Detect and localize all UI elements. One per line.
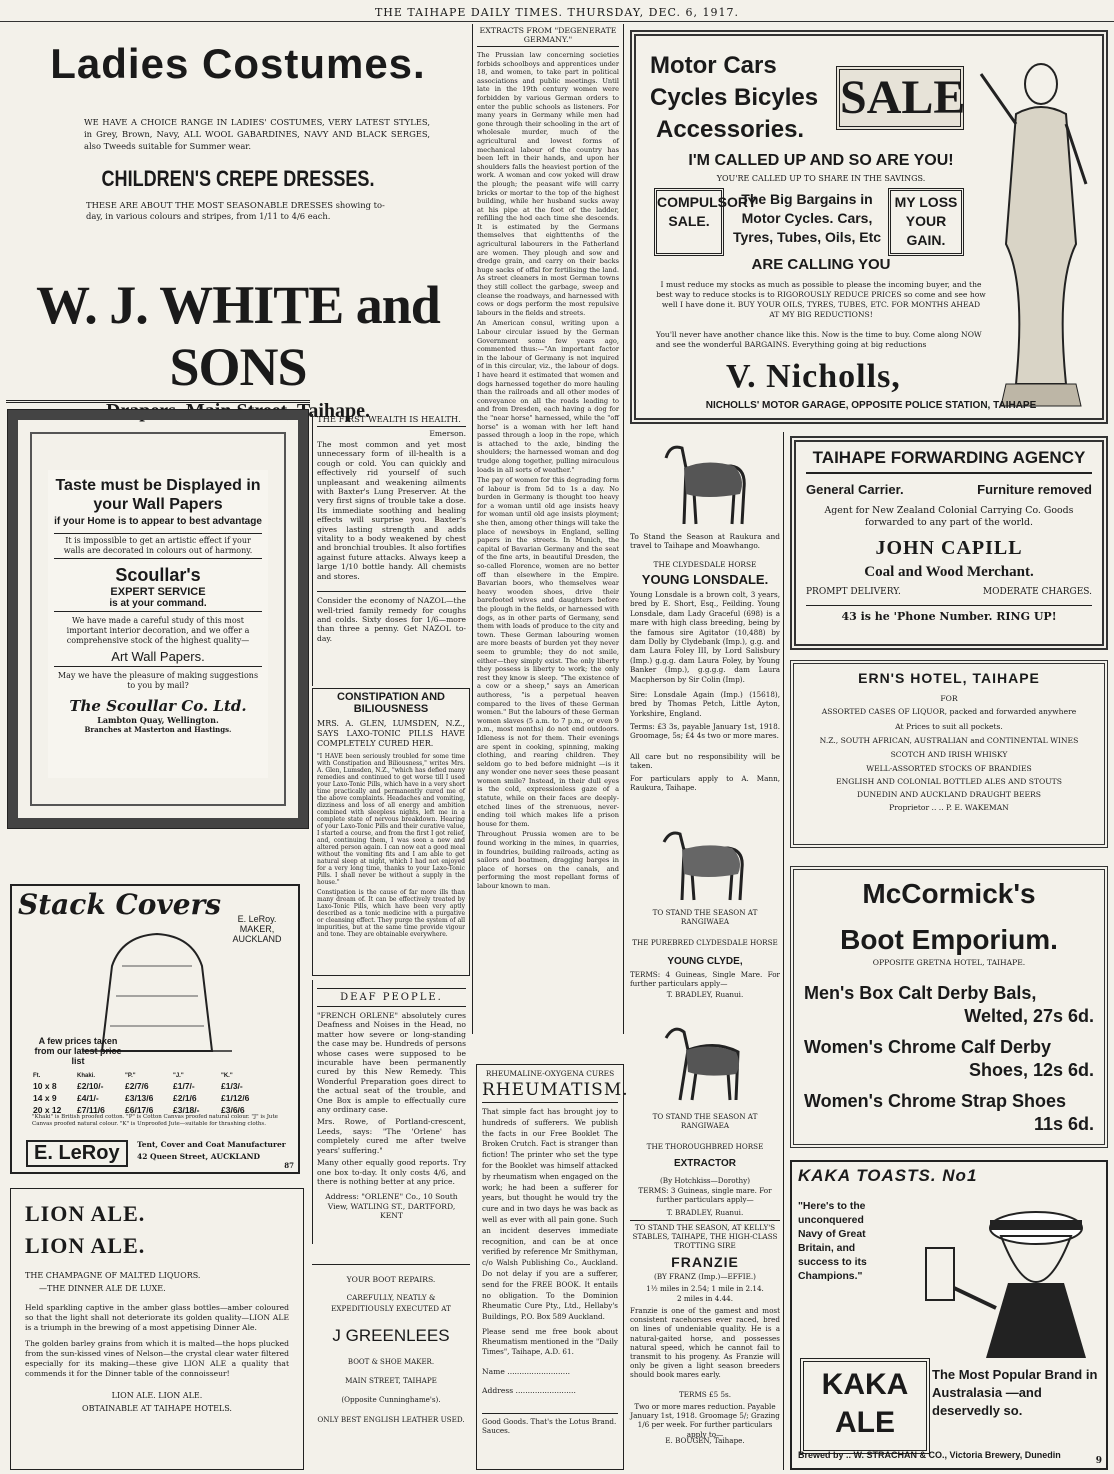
constipation-body: "I HAVE been seriously troubled for some time with Constipation and Biliousness," writes Mrs. A. Glen, Lumsden, N.Z., "which has defied many remedies and continued to get worse till I used your Laxo-Tonic Pills, which have in a very short time practically and permanently cured me of the above complaints. Headaches and vomiting, dizziness and loss of all energy and ambition combined with sleepless nights, left me in a complete state of nervous breakdown. Hearing of your Laxo-Tonic Pills and their curative value, I started a course, and from the first I got relief, and, continuing them, I was soon a new and altered person again. I can now eat a good meal without the vomiting fits and I am able to get natural sleep at night, which I had not enjoyed for a very long time, thanks to your Laxo-Tonic Pills. I shall never be without a supply in the house." [317, 753, 465, 886]
table-header: "J." [173, 1073, 184, 1079]
constipation-article [312, 688, 470, 976]
boot-item-2: Women's Chrome Calf Derby [804, 1037, 1051, 1057]
deaf-body-2: Mrs. Rowe, of Portland-crescent, Leeds, says: "The 'Orlene' has completely cured me after twelve years' suffering." [317, 1117, 466, 1155]
called-up-line: I'M CALLED UP AND SO ARE YOU! [688, 152, 954, 169]
degenerate-title: EXTRACTS FROM "DEGENERATE GERMANY." [477, 26, 619, 47]
kaka-brewer: Brewed by .. W. STRACHAN & CO., Victoria Brewery, Dunedin [798, 1450, 1061, 1460]
hotel-l3: At Prices to suit all pockets. [895, 722, 1003, 731]
greenlees-ad [312, 1264, 470, 1470]
rheumatism-address-label: Address ......................... [482, 1385, 576, 1395]
rheumatism-foot: Good Goods. That's the Lotus Brand. Sauces. [482, 1413, 618, 1435]
hotel-title: ERN'S HOTEL, TAIHAPE [858, 670, 1040, 686]
table-header: Ft. [33, 1073, 41, 1079]
franzie-terms-2: Two or more mares reduction. Payable January 1st, 1918. Groomage 5/; Grazing 1/6 per week. For further particulars apply to— [630, 1402, 780, 1439]
degenerate-p1: The Prussian law concerning societies forbids schoolboys and apprentices under 18, and women, to take part in political associations and public meetings. Until late in the 19th century women were forbidden by various German orders to enter the public schools as listeners. For many years in Germany while men had gone through their schooling in the art of wholesale murder, much of the agricultural and lowest forms of mechanical labour of the country has been left in their hands, and upon her shoulders falls the heaviest portion of the work. A woman and cow yoked will draw the plough; the peasant wife will carry bricks or mortar to the top of the highest building, while her husband sucks away at his pipe at the foot of the ladder, refilling the hod each time she descends. It is estimated by the Germans themselves that eighttenths of the agricultural labourers in the Fatherland are women. They plough and sow and dredge grain, and carry on their backs huge sacks of offal for fertilising the land. As street cleaners in most German towns they still collect the garbage, sweep and cleanse the roadways, and harnessed with cows or dogs perform the most repulsive labours in the fields and streets. [477, 51, 619, 317]
degenerate-germany-article [472, 24, 624, 1034]
kaka-toast: "Here's to the unconquered Navy of Great Britain, and success to its Champions." [798, 1201, 867, 1282]
table-cell: £1/3/- [221, 1081, 243, 1091]
deaf-body: "FRENCH ORLENE" absolutely cures Deafness and Noises in the Head, no matter how severe or long-standing the case may be. Hundreds of persons whose cases were supposed to be incurable have been permanently cured by this New Remedy. This Wonderful Preparation goes direct to the actual seat of the trouble, and One Box is ample to effectually cure any ordinary case. [317, 1011, 466, 1115]
extractor-terms: TERMS: 3 Guineas, single mare. For further particulars apply— [638, 1186, 772, 1204]
kaka-ale-ad [790, 1160, 1108, 1470]
my-loss-box: MY LOSS YOUR GAIN. [888, 188, 964, 256]
general-carrier: General Carrier. [806, 482, 904, 497]
nicholls-l2: Cycles Bicyles [650, 84, 819, 111]
franzie-terms: TERMS £5 5s. [679, 1390, 731, 1399]
scoullar-ad [8, 410, 308, 828]
boot-title-2: Boot Emporium. [840, 924, 1058, 955]
hotel-ad [790, 660, 1108, 848]
deaf-article [312, 980, 470, 1244]
deaf-body-3: Many other equally good reports. Try one box to-day. It only costs 4/6, and there is nothing better at any price. [317, 1158, 466, 1186]
stack-note: "Khaki" is British proofed cotton. "P" is Cotton Canvas proofed natural colour. "J" is Jute Canvas proofed natural colour. "K" is Unproofed Jute—suitable for thrashing cloths. [32, 1114, 278, 1127]
page-header: THE TAIHAPE DAILY TIMES. THURSDAY, DEC. 6, 1917. [0, 0, 1114, 22]
clyde-contact: T. BRADLEY, Ruanui. [666, 990, 744, 999]
scoullar-body: We have made a careful study of this most important interior decoration, and we offer a comprehensive stock of the highest quality— [66, 616, 250, 645]
boot-item-3-price: 11s 6d. [1033, 1114, 1094, 1134]
rheumatism-title: RHEUMATISM. [482, 1080, 618, 1103]
scoullar-command: is at your command. [54, 598, 262, 612]
page-number: 9 [1095, 1456, 1102, 1466]
rheumatism-ad [476, 1064, 629, 1470]
nicholls-address: NICHOLLS' MOTOR GARAGE, OPPOSITE POLICE STATION, TAIHAPE [705, 400, 1037, 411]
scoullar-tag: if your Home is to appear to best advantage [54, 516, 262, 527]
stack-price-table [32, 1072, 268, 1116]
table-cell: 14 x 9 [33, 1093, 57, 1103]
degenerate-p2: An American consul, writing upon a Labour circular issued by the German Government some few years ago, commented thus:—"An important factor in the labour of Germany is not inquired of in this circular, viz., the labour of dogs. I have heard it estimated that women and dogs harnessed together do more hauling than the railroads and all other modes of conveyance on all the roads leading to and from Dresden, each having a dog for the "near horse" harnessed, while the "off horse" is a woman with her left hand passed through a loop in the rope, which is attached to the axle, binding the shoulders; the harnessed woman and dog trudge along together, pulling miraculous loads in all sorts of weather." [477, 319, 619, 474]
hotel-l8: DUNEDIN AND AUCKLAND DRAUGHT BEERS [857, 790, 1041, 799]
forwarding-agency-ad [790, 436, 1108, 650]
table-cell: £1/7/- [173, 1081, 195, 1091]
stack-covers-ad [10, 884, 300, 1174]
clyde-l1: TO STAND THE SEASON AT RANGIWAEA [652, 908, 758, 926]
nicholls-name: V. Nicholls, [726, 358, 901, 395]
boot-title-1: McCormick's [862, 878, 1036, 909]
clyde-name: YOUNG CLYDE, [667, 956, 743, 967]
table-cell: £2/7/6 [125, 1081, 149, 1091]
boot-item-3: Women's Chrome Strap Shoes [804, 1091, 1067, 1111]
scoullar-line1: It is impossible to get an artistic effect if your walls are decorated in colours out of harmony. [54, 533, 262, 559]
white-sons-name: W. J. WHITE and SONS [36, 275, 440, 397]
childrens-dresses-body: THESE ARE ABOUT THE MOST SEASONABLE DRESSES showing to-day, in various colours and stripes, from 1/11 to 4/6 each. [86, 200, 385, 221]
table-cell: £3/18/- [173, 1105, 200, 1115]
table-cell: 10 x 8 [33, 1081, 57, 1091]
stack-footer-desc: Tent, Cover and Coat Manufacturer [137, 1140, 286, 1149]
lonsdale-intro: To Stand the Season at Raukura and travel to Taihape and Moawhango. [630, 532, 780, 551]
nicholls-l3: Accessories. [656, 116, 805, 143]
table-cell: £3/13/6 [125, 1093, 154, 1103]
forwarding-trade: Coal and Wood Merchant. [864, 564, 1034, 580]
lion-body-2: The golden barley grains from which it is malted—the hops plucked from the sun-kissed vines of Nelson—the crystal clear water filtered especially for its making—these give LION ALE a quality that commends it for the Dinner table of the connoisseur! [25, 1339, 289, 1378]
extractor-name: EXTRACTOR [673, 1158, 737, 1169]
forwarding-title: TAIHAPE FORWARDING AGENCY [806, 448, 1092, 474]
extractor-by: (By Hotchkiss—Dorothy) [659, 1176, 751, 1185]
nicholls-ad [630, 30, 1108, 424]
boot-opposite: OPPOSITE GRETNA HOTEL, TAIHAPE. [872, 958, 1026, 967]
table-cell: £4/1/- [77, 1093, 99, 1103]
kaka-title: KAKA TOASTS. No1 [798, 1166, 978, 1185]
table-cell: £1/12/6 [221, 1093, 250, 1103]
scoullar-name: Scoullar's [115, 565, 201, 585]
scoullar-headline: Taste must be Displayed in your Wall Papers [55, 477, 261, 513]
wealth-author: Emerson. [429, 429, 466, 438]
hotel-l9: Proprietor .. .. P. E. WAKEMAN [889, 803, 1009, 812]
sailor-illustration [896, 1188, 1106, 1358]
scoullar-ask: May we have the pleasure of making suggestions to you by mail? [57, 671, 259, 690]
franzie-by: (BY FRANZ (Imp.)—EFFIE.) [654, 1272, 756, 1281]
franzie-name: FRANZIE [671, 1254, 739, 1270]
degenerate-p4: Throughout Prussia women are to be found working in the mines, in quarries, in foundries, building railroads, acting as sailors and boatmen, dragging barges in place of horses on the canals, and performing the most repellant forms of labour known to man. [477, 830, 619, 890]
table-cell: £7/11/6 [77, 1105, 105, 1115]
nicholls-l1: Motor Cars [650, 52, 777, 79]
wealth-article [312, 414, 470, 686]
lonsdale-care: All care but no responsibility will be taken. [630, 752, 780, 771]
boot-item-1: Men's Box Calt Derby Bals, [804, 983, 1037, 1003]
white-sons-address: Drapers, Main Street, Taihape. [105, 400, 371, 422]
greenlees-l6: ONLY BEST ENGLISH LEATHER USED. [317, 1415, 465, 1424]
stack-maker: E. LeRoy. MAKER, AUCKLAND [232, 914, 282, 944]
forwarding-phone: 43 is he 'Phone Number. RING UP! [806, 605, 1092, 623]
greenlees-l5: (Opposite Cunninghame's). [341, 1395, 441, 1404]
table-cell: 20 x 12 [33, 1105, 62, 1115]
greenlees-l3: BOOT & SHOE MAKER. [347, 1358, 435, 1366]
savings-line: YOU'RE CALLED UP TO SHARE IN THE SAVINGS. [716, 174, 926, 183]
stack-footer-name: E. LeRoy [26, 1140, 128, 1167]
horse-illustration-3 [656, 1020, 756, 1104]
table-header: "K." [221, 1073, 233, 1079]
rheumatism-body: That simple fact has brought joy to hundreds of sufferers. We publish the facts in our Free Booklet The Broken Crutch. Fact is stranger than fiction! The printer who set the type for the Booklet was himself attacked by rheumatism when engaged on the work; he had been a sufferer for years, but thought he would try the cure and in two days he was back as well as ever with all pain gone. Such an incident deserves immediate recognition, and can be at once verified by reference Mr Smithyman, c/o Walsh Publishing Co., Auckland. Do not delay if you are a sufferer, send for the FREE BOOK. It entails no obligation. To the Dominion Rheumatic Cure Pty., Ltd., Hellaby's Buildings, P.O. Box 589 Auckland. [482, 1107, 618, 1322]
moderate-charges: MODERATE CHARGES. [982, 587, 1092, 597]
table-cell: £6/17/6 [125, 1105, 154, 1115]
lion-ale-ad [10, 1188, 304, 1470]
constipation-body-2: Constipation is the cause of far more ills than many dream of. It can be effectively treated by Laxo-Tonic Pills, which have been very aptly described as a tonic medicine with a purgative or cleansing effect. They purge the system of all impurities, but at the same time provide vigour and tone. They are obtainable everywhere. [317, 889, 465, 938]
costumes-title: Ladies Costumes. [50, 40, 426, 87]
table-header: Khaki. [77, 1073, 96, 1079]
lion-foot-1: LION ALE. LION ALE. [111, 1391, 203, 1400]
wealth-title: THE FIRST WEALTH IS HEALTH. [317, 414, 466, 427]
scoullar-company: The Scoullar Co. Ltd. [69, 697, 247, 715]
stack-footer-addr: 42 Queen Street, AUCKLAND [137, 1152, 261, 1161]
boot-item-2-price: Shoes, 12s 6d. [968, 1060, 1094, 1080]
extractor-l1: TO STAND THE SEASON AT RANGIWAEA [652, 1112, 758, 1130]
lonsdale-terms: Terms: £3 3s, payable January 1st, 1918. Groomage, 5s; £4 4s two or more mares. [630, 722, 780, 741]
hotel-l7: ENGLISH AND COLONIAL BOTTLED ALES AND STOUTS [836, 777, 1062, 786]
divider [6, 400, 310, 405]
hotel-l4: N.Z., SOUTH AFRICAN, AUSTRALIAN and CONTINENTAL WINES [819, 736, 1079, 745]
lion-sub-2: —THE DINNER ALE DE LUXE. [39, 1284, 166, 1293]
stack-prices-intro: A few prices taken from our latest price list [34, 1036, 122, 1066]
lonsdale-body: Young Lonsdale is a brown colt, 3 years, bred by E. Short, Esq., Feilding. Young Lonsdale, dam Lady Graceful (698) is a mare with high class breeding, being by the famous sire Agitator (10,488) by dam Dolly by Clydebank (Imp.), g.g. and dam Laura Foley III, by Lord Salisbury (Imp.) g.g.g. dam Laura Foley, by Young Banker (Imp.), g.g.g.g. dam Laura Macpherson by Sir Colin (Imp). [630, 590, 780, 684]
table-row [32, 1080, 268, 1092]
deaf-title: DEAF PEOPLE. [317, 988, 466, 1007]
table-cell: £2/10/- [77, 1081, 104, 1091]
prompt-delivery: PROMPT DELIVERY. [806, 587, 901, 597]
scoullar-art: Art Wall Papers. [54, 649, 262, 667]
franzie-record-1: 1½ miles in 2.54; 1 mile in 2.14. [646, 1284, 764, 1293]
costumes-body: WE HAVE A CHOICE RANGE IN LADIES' COSTUMES, VERY LATEST STYLES, in Grey, Brown, Navy, ALL WOOL GABARDINES, NAVY AND BLACK SERGES, also Tweeds suitable for Summer wear. [84, 117, 430, 151]
forwarding-name: JOHN CAPILL [875, 537, 1023, 559]
table-header-row [32, 1072, 268, 1080]
greenlees-l4: MAIN STREET, TAIHAPE [345, 1376, 437, 1385]
kaka-popular: The Most Popular Brand in Australasia —and deservedly so. [932, 1367, 1098, 1418]
scoullar-branches: Branches at Masterton and Hastings. [84, 725, 232, 734]
scoullar-address: Lambton Quay, Wellington. [97, 715, 219, 725]
extractor-contact: T. BRADLEY, Ruanui. [666, 1208, 744, 1217]
nicholls-body-2: You'll never have another chance like this. Now is the time to buy. Come along NOW and see the wonderful BARGAINS. Everything going at big reductions [656, 330, 982, 349]
hotel-l5: SCOTCH AND IRISH WHISKY [890, 750, 1008, 759]
sale-banner: SALE [836, 66, 964, 130]
lion-title-1: LION ALE. [25, 1201, 146, 1226]
nazol-body: Consider the economy of NAZOL—the well-tried family remedy for coughs and colds. Sixty doses for 1/6—more than three a penny. Get NAZOL to-day. [317, 591, 466, 643]
greenlees-l1: YOUR BOOT REPAIRS. [346, 1275, 436, 1284]
bargains-text: The Big Bargains in Motor Cycles. Cars, Tyres, Tubes, Oils, Etc [732, 191, 882, 245]
childrens-dresses-title: CHILDREN'S CREPE DRESSES. [101, 166, 375, 191]
lion-body-1: Held sparkling captive in the amber glass bottles—amber coloured so that the light shall not deteriorate its golden quality—LION ALE is a triumph in the brewing of a most appetising Dinner Ale. [25, 1303, 289, 1332]
rheumatism-name-label: Name .......................... [482, 1366, 571, 1376]
lonsdale-name: YOUNG LONSDALE. [641, 572, 769, 587]
hotel-l2: ASSORTED CASES OF LIQUOR, packed and forwarded anywhere [821, 707, 1077, 716]
kaka-brand: KAKA ALE [800, 1358, 930, 1454]
clyde-l2: THE PUREBRED CLYDESDALE HORSE [632, 938, 778, 947]
furniture-removed: Furniture removed [977, 482, 1092, 497]
table-row [32, 1092, 268, 1104]
franzie-l1: TO STAND THE SEASON, AT KELLY'S STABLES, TAIHAPE, THE HIGH-CLASS TROTTING SIRE [630, 1220, 780, 1250]
lion-sub-1: THE CHAMPAGNE OF MALTED LIQUORS. [25, 1271, 201, 1280]
constipation-title: CONSTIPATION AND BILIOUSNESS [337, 691, 445, 715]
forwarding-agent: Agent for New Zealand Colonial Carrying Co. Goods forwarded to any part of the world. [824, 505, 1074, 528]
nicholls-body: I must reduce my stocks as much as possible to please the incoming buyer, and the best way to reduce stocks is to RIGOROUSLY REDUCE PRICES so come and see how well I have done it. BUY YOUR OILS, TYRES, TUBES, ETC. FOR MONTHS AHEAD AT MY BIG REDUCTIONS! [656, 280, 986, 319]
scoullar-service: EXPERT SERVICE [110, 586, 206, 598]
table-header: "P." [125, 1073, 136, 1079]
degenerate-p3: The pay of women for this degrading form of labour is from 5d to 1s a day. No burden in Germany is thought too heavy for a woman until old age insists heavy for woman until old age insists ployment; she then, among other things will take the place of newsboys in England, selling papers in the streets. In Munich, the capital of Bavarian Germany and the seat of the fine arts, in beautiful Dresden, the so-called Florence, women are no better off than elsewhere in the Empire. Bavarian boors, who themselves wear heavy wooden shoes, drive their barefooted wives and daughters before the plough in the fields, or harnessed with dogs, as in other parts of Germany, send them with loads of produce to the city and town. These German labouring women are more beasts of burden yet they never seem to grumble; they do not smile, either—they simply exist. The only liberty they possess is liberty to work; the only rest they know is sleep. "The existence of a cow or a sheep," says an American authoress, "is a perpetual heaven compared to the lives of these German women." But the labours of these German women slaves (5 a.m. to 7 p.m., or even 9 p.m., most months) do not end outdoors. Idleness is not for them. Their evenings are spent in cooking, spinning, making clothing, and rearing children. They seldom go to bed before midnight —is it any wonder one never sees these peasant women smile? Instead, in their dull eyes is the cold, expressionless gaze of a statute, while on their faces are deeply-etched lines of the strenuous, never-ending toil which makes life a prison house for them. [477, 476, 619, 828]
horse-illustration-1 [656, 438, 756, 528]
rheumatism-label: RHEUMALINE-OXYGENA CURES [485, 1069, 615, 1078]
deaf-address: Address: "ORLENE" Co., 10 South View, WATLING ST., DARTFORD, KENT [325, 1192, 458, 1221]
calling-line: ARE CALLING YOU [751, 256, 891, 273]
table-cell: £3/6/6 [221, 1105, 245, 1115]
hotel-l1: FOR [940, 694, 958, 703]
figure-illustration [986, 44, 1096, 414]
compulsory-box: COMPULSORY SALE. [654, 188, 724, 256]
lion-title-2: LION ALE. [25, 1233, 146, 1258]
horse-illustration-2 [656, 824, 756, 904]
hotel-l6: WELL-ASSORTED STOCKS OF BRANDIES [866, 764, 1032, 773]
franzie-record-2: 2 miles in 4.44. [677, 1294, 733, 1303]
wealth-body: The most common and yet most unnecessary form of ill-health is a cough or cold. You can quickly and effectively rid yourself of such unpleasant and weakening ailments with Baxter's Lung Preserver. At the very first signs of trouble take a dose. Its immediate soothing and healing effects will surprise you. Baxter's gives lasting strength and adds vitality to a body weakened by chest and bronchial troubles. It also fortifies against future attacks. Always keep a large 1/10 bottle handy. All chemists and stores. [317, 440, 466, 581]
franzie-body: Franzie is one of the gamest and most consistent racehorses ever raced, bred on lines of undeniable quality. He is a natural-gaited horse, and possesses natural speed, which he cannot fail to transmit to his progeny. As Franzie will only be given a light season breeders should book mares early. [630, 1306, 780, 1380]
lonsdale-apply: For particulars apply to A. Mann, Raukura, Taihape. [630, 774, 780, 793]
stack-covers-title: Stack Covers [18, 888, 222, 921]
constipation-sub: MRS. A. GLEN, LUMSDEN, N.Z., SAYS LAXO-TONIC PILLS HAVE COMPLETELY CURED HER. [317, 719, 465, 748]
horse-column [626, 432, 784, 1470]
greenlees-l2: CAREFULLY, NEATLY & EXPEDITIOUSLY EXECUTED AT [331, 1293, 451, 1313]
lion-foot-2: OBTAINABLE AT TAIHAPE HOTELS. [82, 1404, 232, 1413]
corner-code: 87 [284, 1161, 294, 1170]
extractor-l2: THE THOROUGHBRED HORSE [646, 1142, 764, 1151]
clyde-terms: TERMS: 4 Guineas, Single Mare. For further particulars apply— [630, 970, 780, 988]
table-cell: £2/1/6 [173, 1093, 197, 1103]
boot-emporium-ad [790, 866, 1108, 1148]
rheumatism-body-2: Please send me free book about Rheumatism mentioned in the "Daily Times", Taihape, A.D. 61. [482, 1326, 618, 1356]
lonsdale-kind: THE CLYDESDALE HORSE [653, 560, 757, 569]
greenlees-name: J GREENLEES [332, 1326, 450, 1345]
boot-item-1-price: Welted, 27s 6d. [964, 1006, 1094, 1026]
franzie-contact: E. BOUGEN, Taihape. [665, 1436, 745, 1445]
lonsdale-sire: Sire: Lonsdale Again (Imp.) (15618), bred by Thomas Petch, Little Ayton, Yorkshire, England. [630, 690, 780, 718]
